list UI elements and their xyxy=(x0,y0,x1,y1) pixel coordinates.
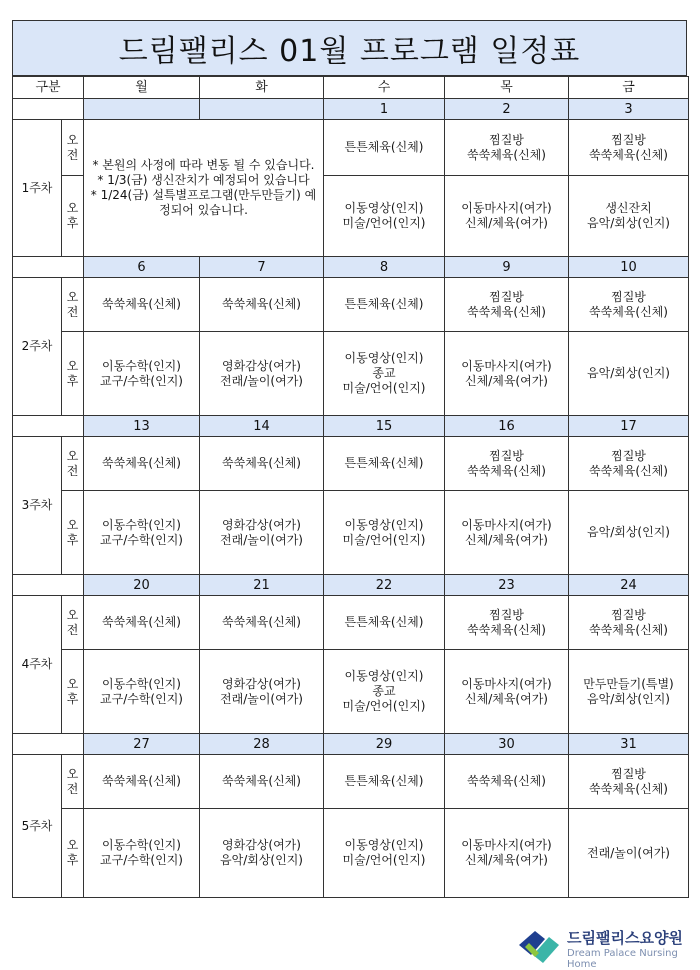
activity-line: 이동마사지(여가) xyxy=(461,517,552,532)
activity-line: 음악/회상(인지) xyxy=(587,216,670,230)
pm-activity-cell xyxy=(569,809,689,898)
am-label xyxy=(62,120,84,176)
activity-line: 미술/언어(인지) xyxy=(342,699,426,713)
logo-subtitle: Dream Palace Nursing Home xyxy=(567,948,678,970)
activity-line: 종교 xyxy=(372,366,396,380)
activity-line: 신체/체육(여가) xyxy=(465,373,548,388)
activity-line: 신체/체육(여가) xyxy=(465,532,548,547)
pm-activity-cell xyxy=(84,332,200,416)
date-cell: 17 xyxy=(569,416,689,437)
activity-line: 튼튼체육(신체) xyxy=(344,456,424,470)
am-char: 오 xyxy=(66,766,79,781)
activity-line: 쑥쑥체육(신체) xyxy=(467,147,546,162)
date-cell: 1 xyxy=(324,99,445,120)
pm-activity-cell xyxy=(324,332,445,416)
activity-line: 영화감상(여가) xyxy=(222,676,301,691)
activity-line: 교구/수학(인지) xyxy=(100,532,183,547)
activity-line: 쑥쑥체육(신체) xyxy=(102,615,181,629)
am-activity-cell xyxy=(84,755,200,809)
date-cell: 22 xyxy=(324,575,445,596)
activity-line: 쑥쑥체육(신체) xyxy=(222,456,301,470)
activity-line: 쑥쑥체육(신체) xyxy=(589,463,668,478)
am-char: 전 xyxy=(66,781,79,796)
day-header-tue: 화 xyxy=(200,77,324,99)
activity-line: 이동마사지(여가) xyxy=(461,838,552,852)
activity-line: 영화감상(여가) xyxy=(222,358,301,373)
activity-line: 쑥쑥체육(신체) xyxy=(467,622,546,637)
am-row xyxy=(13,755,689,809)
pm-activity-cell xyxy=(200,809,324,898)
am-activity-cell xyxy=(445,755,569,809)
date-cell: 6 xyxy=(84,257,200,278)
am-activity-cell xyxy=(324,120,445,176)
activity-line: 음악/회상(인지) xyxy=(587,366,670,380)
pm-activity-cell xyxy=(445,809,569,898)
date-cell: 29 xyxy=(324,734,445,755)
am-activity-cell xyxy=(84,278,200,332)
activity-line: 이동수학(인지) xyxy=(102,517,181,532)
activity-line: 이동영상(인지) xyxy=(344,351,424,365)
pm-activity-cell xyxy=(84,491,200,575)
activity-line: 쑥쑥체육(신체) xyxy=(467,774,546,788)
activity-line: 튼튼체육(신체) xyxy=(344,615,424,629)
am-activity-cell xyxy=(569,278,689,332)
am-label xyxy=(62,755,84,809)
date-cell: 21 xyxy=(200,575,324,596)
am-row xyxy=(13,120,689,176)
am-char: 오 xyxy=(66,132,79,147)
date-cell: 8 xyxy=(324,257,445,278)
date-cell: 24 xyxy=(569,575,689,596)
am-char: 전 xyxy=(66,147,79,162)
activity-line: 미술/언어(인지) xyxy=(342,216,426,230)
pm-char: 후 xyxy=(66,373,79,388)
am-char: 전 xyxy=(66,622,79,637)
day-header-fri: 금 xyxy=(569,77,689,99)
pm-activity-cell xyxy=(445,332,569,416)
pm-row xyxy=(13,491,689,575)
pm-char: 후 xyxy=(66,853,79,867)
activity-line: 이동마사지(여가) xyxy=(461,201,552,215)
pm-char: 후 xyxy=(66,532,79,547)
activity-line: 찜질방 xyxy=(489,607,524,622)
notice-line: * 본원의 사정에 따라 변동 될 수 있습니다. xyxy=(92,158,315,172)
date-cell: 23 xyxy=(445,575,569,596)
am-char: 오 xyxy=(66,289,79,304)
activity-line: 전래/놀이(여가) xyxy=(220,691,303,706)
pm-activity-cell xyxy=(200,332,324,416)
am-activity-cell xyxy=(200,278,324,332)
pm-activity-cell xyxy=(569,491,689,575)
activity-line: 찜질방 xyxy=(611,766,646,781)
activity-line: 음악/회상(인지) xyxy=(587,691,670,706)
am-activity-cell xyxy=(200,437,324,491)
pm-label xyxy=(62,176,84,257)
pm-row xyxy=(13,809,689,898)
am-activity-cell xyxy=(324,755,445,809)
am-activity-cell xyxy=(569,437,689,491)
notice-box xyxy=(84,120,324,257)
activity-line: 교구/수학(인지) xyxy=(100,373,183,388)
am-activity-cell xyxy=(569,120,689,176)
activity-line: 교구/수학(인지) xyxy=(100,691,183,706)
activity-line: 이동영상(인지) xyxy=(344,517,424,532)
am-activity-cell xyxy=(200,596,324,650)
week-label: 2주차 xyxy=(13,278,62,416)
pm-activity-cell xyxy=(324,491,445,575)
activity-line: 음악/회상(인지) xyxy=(587,525,670,539)
activity-line: 이동수학(인지) xyxy=(102,358,181,373)
activity-line: 쑥쑥체육(신체) xyxy=(589,147,668,162)
pm-char: 오 xyxy=(66,358,79,373)
activity-line: 미술/언어(인지) xyxy=(342,381,426,395)
pm-label xyxy=(62,650,84,734)
pm-activity-cell xyxy=(84,809,200,898)
notice-line: * 1/3(금) 생신잔치가 예정되어 있습니다 xyxy=(97,173,310,187)
am-row xyxy=(13,596,689,650)
activity-line: 이동마사지(여가) xyxy=(461,358,552,373)
am-char: 전 xyxy=(66,463,79,478)
am-activity-cell xyxy=(445,437,569,491)
date-row-spacer xyxy=(13,416,84,437)
notice-line: * 1/24(금) 설특별프로그램(만두만들기) 예정되어 있습니다. xyxy=(90,188,317,217)
pm-activity-cell xyxy=(445,650,569,734)
activity-line: 쑥쑥체육(신체) xyxy=(589,304,668,319)
pm-label xyxy=(62,332,84,416)
pm-char: 후 xyxy=(66,216,79,230)
page-title: 드림팰리스 01월 프로그램 일정표 xyxy=(12,20,687,76)
activity-line: 이동마사지(여가) xyxy=(461,676,552,691)
activity-line: 쑥쑥체육(신체) xyxy=(102,297,181,311)
am-activity-cell xyxy=(200,755,324,809)
activity-line: 찜질방 xyxy=(611,289,646,304)
am-char: 오 xyxy=(66,448,79,463)
am-row xyxy=(13,437,689,491)
activity-line: 튼튼체육(신체) xyxy=(344,297,424,311)
am-activity-cell xyxy=(445,596,569,650)
am-activity-cell xyxy=(445,120,569,176)
am-label xyxy=(62,596,84,650)
pm-activity-cell xyxy=(84,650,200,734)
activity-line: 찜질방 xyxy=(489,448,524,463)
pm-activity-cell xyxy=(324,650,445,734)
pm-char: 후 xyxy=(66,691,79,706)
activity-line: 쑥쑥체육(신체) xyxy=(102,774,181,788)
activity-line: 음악/회상(인지) xyxy=(220,853,303,867)
am-activity-cell xyxy=(84,437,200,491)
date-cell: 2 xyxy=(445,99,569,120)
activity-line: 종교 xyxy=(372,684,396,698)
date-row xyxy=(13,575,689,596)
day-header-mon: 월 xyxy=(84,77,200,99)
pm-label xyxy=(62,491,84,575)
pm-activity-cell xyxy=(569,176,689,257)
week-label: 5주차 xyxy=(13,755,62,898)
pm-activity-cell xyxy=(200,650,324,734)
date-cell xyxy=(200,99,324,120)
date-row xyxy=(13,257,689,278)
pm-char: 오 xyxy=(66,201,79,215)
activity-line: 영화감상(여가) xyxy=(222,838,301,852)
am-activity-cell xyxy=(445,278,569,332)
activity-line: 미술/언어(인지) xyxy=(342,532,426,547)
activity-line: 이동영상(인지) xyxy=(344,838,424,852)
activity-line: 쑥쑥체육(신체) xyxy=(102,456,181,470)
activity-line: 쑥쑥체육(신체) xyxy=(467,463,546,478)
day-header-thu: 목 xyxy=(445,77,569,99)
logo-name: 드림팰리스요양원 xyxy=(567,929,683,947)
activity-line: 이동수학(인지) xyxy=(102,838,181,852)
activity-line: 전래/놀이(여가) xyxy=(220,532,303,547)
date-cell: 20 xyxy=(84,575,200,596)
activity-line: 전래/놀이(여가) xyxy=(587,845,670,860)
pm-row xyxy=(13,650,689,734)
date-cell: 13 xyxy=(84,416,200,437)
am-char: 오 xyxy=(66,607,79,622)
activity-line: 쑥쑥체육(신체) xyxy=(589,781,668,796)
date-cell: 10 xyxy=(569,257,689,278)
activity-line: 찜질방 xyxy=(611,607,646,622)
date-cell: 14 xyxy=(200,416,324,437)
pm-char: 오 xyxy=(66,517,79,532)
activity-line: 전래/놀이(여가) xyxy=(220,373,303,388)
activity-line: 튼튼체육(신체) xyxy=(344,774,424,788)
date-cell: 28 xyxy=(200,734,324,755)
date-cell: 31 xyxy=(569,734,689,755)
am-row xyxy=(13,278,689,332)
am-activity-cell xyxy=(324,596,445,650)
activity-line: 쑥쑥체육(신체) xyxy=(222,297,301,311)
activity-line: 만두만들기(특별) xyxy=(583,676,674,691)
activity-line: 이동수학(인지) xyxy=(102,676,181,691)
activity-line: 신체/체육(여가) xyxy=(465,853,548,867)
week-label: 4주차 xyxy=(13,596,62,734)
date-cell: 7 xyxy=(200,257,324,278)
date-cell: 15 xyxy=(324,416,445,437)
date-row-spacer xyxy=(13,575,84,596)
activity-line: 찜질방 xyxy=(611,132,646,147)
pm-activity-cell xyxy=(200,491,324,575)
pm-label xyxy=(62,809,84,898)
activity-line: 쑥쑥체육(신체) xyxy=(467,304,546,319)
activity-line: 신체/체육(여가) xyxy=(465,216,548,230)
week-label: 1주차 xyxy=(13,120,62,257)
am-activity-cell xyxy=(569,596,689,650)
activity-line: 쑥쑥체육(신체) xyxy=(222,774,301,788)
pm-activity-cell xyxy=(445,491,569,575)
activity-line: 신체/체육(여가) xyxy=(465,691,548,706)
date-row xyxy=(13,99,689,120)
date-cell: 9 xyxy=(445,257,569,278)
pm-char: 오 xyxy=(66,838,79,852)
date-row xyxy=(13,416,689,437)
date-row-spacer xyxy=(13,734,84,755)
date-cell: 3 xyxy=(569,99,689,120)
pm-activity-cell xyxy=(324,809,445,898)
date-cell: 27 xyxy=(84,734,200,755)
am-activity-cell xyxy=(324,437,445,491)
pm-activity-cell xyxy=(569,332,689,416)
pm-activity-cell xyxy=(569,650,689,734)
date-row-spacer xyxy=(13,99,84,120)
week-label: 3주차 xyxy=(13,437,62,575)
am-label xyxy=(62,437,84,491)
date-cell xyxy=(84,99,200,120)
date-row-spacer xyxy=(13,257,84,278)
group-header: 구분 xyxy=(13,77,84,99)
pm-row xyxy=(13,332,689,416)
date-cell: 16 xyxy=(445,416,569,437)
pm-activity-cell xyxy=(445,176,569,257)
activity-line: 찜질방 xyxy=(489,289,524,304)
am-activity-cell xyxy=(569,755,689,809)
activity-line: 찜질방 xyxy=(611,448,646,463)
am-char: 전 xyxy=(66,304,79,319)
activity-line: 이동영상(인지) xyxy=(344,669,424,683)
pm-char: 오 xyxy=(66,676,79,691)
pm-activity-cell xyxy=(324,176,445,257)
am-label xyxy=(62,278,84,332)
am-activity-cell xyxy=(324,278,445,332)
activity-line: 쑥쑥체육(신체) xyxy=(222,615,301,629)
date-row xyxy=(13,734,689,755)
activity-line: 튼튼체육(신체) xyxy=(344,140,424,154)
activity-line: 생신잔치 xyxy=(605,201,652,215)
am-activity-cell xyxy=(84,596,200,650)
header-row xyxy=(13,77,689,99)
activity-line: 찜질방 xyxy=(489,132,524,147)
day-header-wed: 수 xyxy=(324,77,445,99)
activity-line: 교구/수학(인지) xyxy=(100,853,183,867)
schedule-table xyxy=(12,76,689,898)
activity-line: 이동영상(인지) xyxy=(344,201,424,215)
activity-line: 쑥쑥체육(신체) xyxy=(589,622,668,637)
date-cell: 30 xyxy=(445,734,569,755)
activity-line: 미술/언어(인지) xyxy=(342,853,426,867)
activity-line: 영화감상(여가) xyxy=(222,517,301,532)
